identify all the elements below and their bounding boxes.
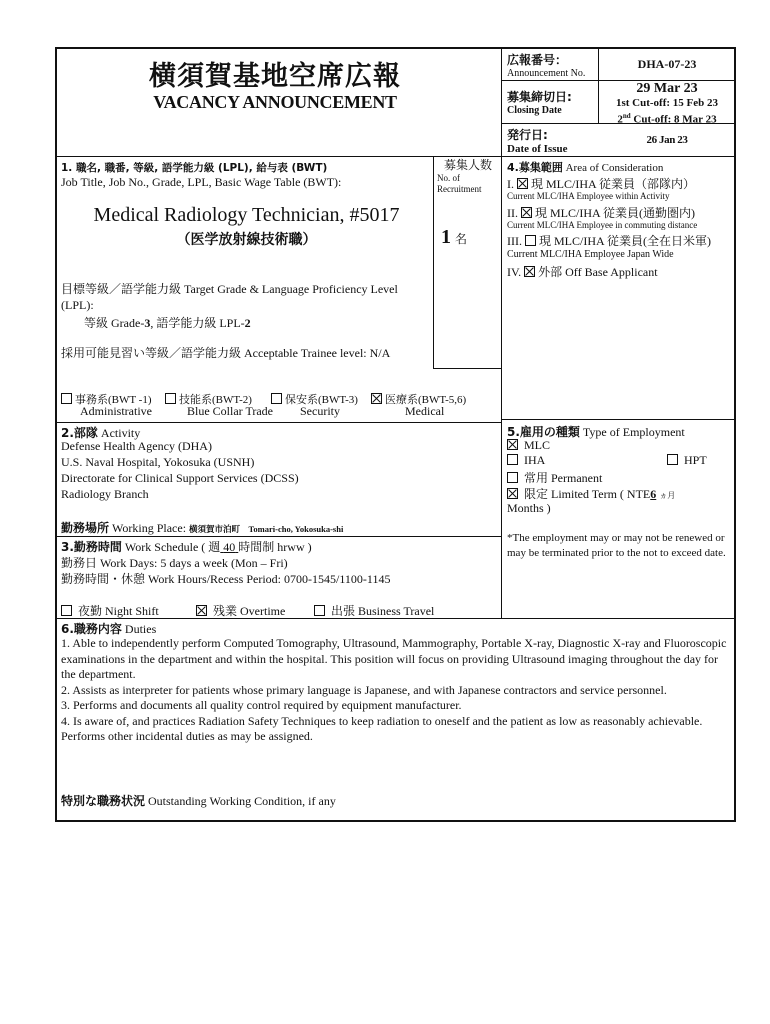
activity-line-3: Directorate for Clinical Support Services (DCSS) <box>61 471 299 485</box>
category-administrative-en: Administrative <box>80 404 152 418</box>
job-title-en: Medical Radiology Technician, #5017 <box>93 204 400 226</box>
checkbox-icon <box>667 454 678 465</box>
divider <box>501 47 502 619</box>
divider <box>55 156 736 157</box>
employment-iha[interactable]: IHA <box>507 453 545 468</box>
divider <box>501 419 735 420</box>
form-border-top <box>55 47 736 49</box>
trainee-level: 採用可能見習い等級／語学能力級 Acceptable Trainee level: N/A <box>61 346 391 360</box>
employment-label: 5.雇用の種類 Type of Employment <box>507 425 685 439</box>
checkbox-icon <box>507 472 518 483</box>
consideration-item-1[interactable]: I. 現 MLC/IHA 従業員（部隊内） <box>507 177 696 191</box>
consideration-item-1-en: Current MLC/IHA Employee within Activity <box>507 191 670 201</box>
divider <box>433 368 501 369</box>
activity-line-2: U.S. Naval Hospital, Yokosuka (USNH) <box>61 455 255 469</box>
duty-item: 2. Assists as interpreter for patients whose primary language is Japanese, and with Japanese contractors and service personnel. <box>61 682 667 697</box>
divider <box>598 47 599 123</box>
consideration-item-3-en: Current MLC/IHA Employee Japan Wide <box>507 249 674 260</box>
closing-date-label: 募集締切日: Closing Date <box>507 90 572 116</box>
recruitment-label: 募集人数 No. of Recruitment <box>437 158 492 194</box>
divider <box>55 536 502 537</box>
checkbox-checked-icon <box>524 266 535 277</box>
category-administrative[interactable]: 事務系(BWT -1) <box>61 391 151 407</box>
employment-hpt[interactable]: HPT <box>667 453 707 468</box>
consideration-item-3[interactable]: III. 現 MLC/IHA 従業員(全在日米軍) <box>507 234 711 248</box>
employment-note: *The employment may or may not be renewed or may be terminated prior to the not to exceed date. <box>507 532 726 559</box>
issue-date-value: 26 Jan 23 <box>646 134 688 146</box>
form-border-bottom <box>55 820 736 822</box>
activity-line-1: Defense Health Agency (DHA) <box>61 439 212 453</box>
category-blue-collar[interactable]: 技能系(BWT-2) <box>165 391 252 407</box>
category-security[interactable]: 保安系(BWT-3) <box>271 391 358 407</box>
working-place: 勤務場所 Working Place: 横須賀市泊町 Tomari-cho, Yokosuka-shi <box>61 521 344 535</box>
target-grade-label: 目標等級／語学能力級 Target Grade & Language Proficiency Level (LPL): <box>61 282 398 312</box>
consideration-item-2-en: Current MLC/IHA Employee in commuting distance <box>507 220 698 230</box>
activity-line-4: Radiology Branch <box>61 487 149 501</box>
outstanding-condition: 特別な職務状況 Outstanding Working Condition, if any <box>61 794 336 808</box>
activity-label: 2.部隊 Activity <box>61 426 141 440</box>
duty-item: 4. Is aware of, and practices Radiation Safety Techniques to keep radiation to oneself and the patient as low as reasonably achievable. <box>61 713 703 728</box>
closing-date-value: 29 Mar 23 1st Cut-off: 15 Feb 23 2nd Cut-off: 8 Mar 23 <box>615 81 719 126</box>
category-security-en: Security <box>300 404 340 418</box>
work-days: 勤務日 Work Days: 5 days a week (Mon – Fri) <box>61 556 288 570</box>
checkbox-checked-icon <box>517 178 528 189</box>
checkbox-checked-icon <box>196 605 207 616</box>
divider <box>433 157 434 369</box>
consideration-item-4[interactable]: IV. 外部 Off Base Applicant <box>507 265 658 279</box>
checkbox-icon <box>61 393 72 404</box>
checkbox-icon <box>271 393 282 404</box>
checkbox-icon <box>507 454 518 465</box>
divider <box>55 422 502 423</box>
checkbox-checked-icon <box>507 439 518 450</box>
page-title-jp: 横須賀基地空席広報 <box>149 61 401 92</box>
employment-permanent[interactable]: 常用 Permanent <box>507 469 602 486</box>
checkbox-checked-icon <box>371 393 382 404</box>
checkbox-checked-icon <box>507 488 518 499</box>
checkbox-icon <box>61 605 72 616</box>
consideration-label: 4.募集範囲 Area of Consideration <box>507 161 664 174</box>
employment-limited[interactable]: 限定 Limited Term ( NTE6 ヵ月 <box>507 485 675 502</box>
employment-mlc[interactable]: MLC <box>507 438 550 453</box>
schedule-label: 3.勤務時間 Work Schedule ( 週 40 時間制 hrww ) <box>61 540 312 554</box>
form-border-right <box>734 47 736 822</box>
target-grade-value: 等級 Grade-3, 語学能力級 LPL-2 <box>84 316 251 330</box>
business-travel-checkbox[interactable]: 出張 Business Travel <box>314 602 434 619</box>
checkbox-icon <box>165 393 176 404</box>
checkbox-icon <box>314 605 325 616</box>
form-border-left <box>55 47 57 822</box>
category-medical-en: Medical <box>405 404 445 418</box>
duty-item: 3. Performs and documents all quality control required by equipment manufacturer. <box>61 698 462 712</box>
recruitment-count: 1 名 <box>441 226 468 248</box>
job-title-jp: （医学放射線技術職） <box>176 232 317 248</box>
job-section-label: 1. 職名, 職番, 等級, 語学能力級 (LPL), 給与表 (BWT) Job Title, Job No., Grade, LPL, Basic Wage Table (BWT): <box>61 162 342 189</box>
category-blue-collar-en: Blue Collar Trade <box>187 404 273 418</box>
issue-date-label: 発行日: Date of Issue <box>507 128 568 155</box>
announcement-no-value: DHA-07-23 <box>637 57 697 71</box>
checkbox-checked-icon <box>521 207 532 218</box>
duty-item: 1. Able to independently perform Computed Tomography, Ultrasound, Mammography, Portable X-ray, Diagnostic X-ray and Fluoroscopic examinations in the department and within the hospital. This position will focus on providing Ultrasound imaging throughout the day for the department. <box>61 636 727 681</box>
category-medical[interactable]: 医療系(BWT-5,6) <box>371 391 466 407</box>
overtime-checkbox[interactable]: 残業 Overtime <box>196 602 285 619</box>
page-title-en: VACANCY ANNOUNCEMENT <box>153 92 397 112</box>
announcement-no-label: 広報番号： Announcement No. <box>507 53 586 79</box>
checkbox-icon <box>525 235 536 246</box>
work-hours: 勤務時間・休憩 Work Hours/Recess Period: 0700-1545/1100-1145 <box>61 572 391 586</box>
duty-item: Performs other incidental duties as may be assigned. <box>61 729 313 743</box>
employment-limited-months: Months ) <box>507 501 551 515</box>
consideration-item-2[interactable]: II. 現 MLC/IHA 従業員(通勤圏内) <box>507 206 695 220</box>
duties-list <box>61 636 727 745</box>
night-shift-checkbox[interactable]: 夜勤 Night Shift <box>61 602 159 619</box>
duties-label: 6.職務内容 Duties <box>61 622 157 636</box>
